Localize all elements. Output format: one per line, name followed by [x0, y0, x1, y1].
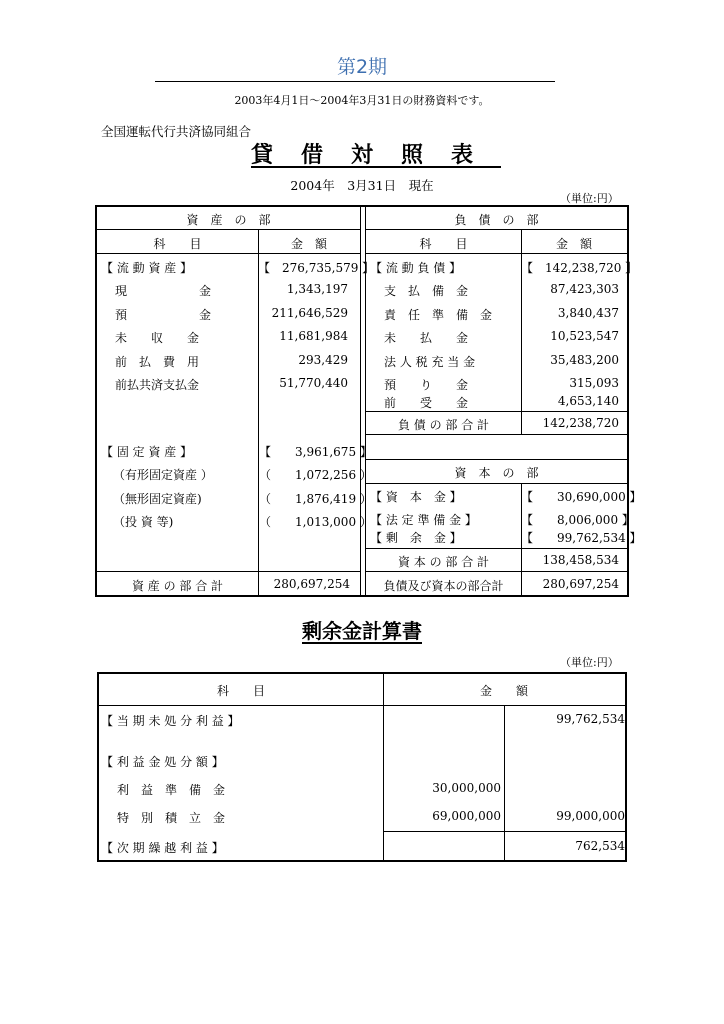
current-liabilities-total: 【 142,238,720 】: [521, 261, 638, 275]
liability-item-amount: 4,653,140: [557, 394, 619, 408]
asset-item-amount: 11,681,984: [279, 329, 348, 343]
balance-sheet-title: [0, 138, 724, 169]
liability-item-label: 法 人 税 充 当 金: [384, 355, 476, 369]
surplus-amount-divider: [504, 706, 505, 860]
surplus-row-amount-right: 99,762,534: [556, 712, 625, 726]
equity-header-bottom-rule: [366, 483, 627, 484]
equity-item-amount: 【 99,762,534 】: [521, 531, 642, 545]
title-rule: [155, 81, 555, 82]
current-assets-label: 【 流 動 資 産 】: [101, 261, 193, 275]
fixed-asset-item-label: （無形固定資産): [113, 492, 202, 506]
surplus-row-amount-right: 762,534: [575, 839, 625, 853]
surplus-statement-unit: （単位:円）: [560, 656, 619, 669]
liability-item-amount: 315,093: [569, 376, 619, 390]
balance-sheet-date: 2004年 3月31日 現在: [290, 178, 434, 193]
assets-total-label: 資 産 の 部 合 計: [131, 579, 224, 593]
grand-total-amount: 280,697,254: [542, 577, 619, 591]
equity-item-label: 【 資 本 金 】: [370, 490, 462, 504]
organization-name: 全国運転代行共済協同組合: [101, 124, 252, 139]
liabilities-amount-header: 金 額: [555, 237, 592, 251]
equity-item-label: 【 法 定 準 備 金 】: [370, 513, 477, 527]
liability-item-label: 支 払 備 金: [384, 284, 469, 298]
equity-total-rule: [366, 548, 627, 549]
fixed-asset-item-label: （有形固定資産 ）: [113, 468, 213, 482]
surplus-row-label: 特 別 積 立 金: [117, 811, 226, 825]
fixed-asset-item-amount: （ 1,876,419 ）: [259, 492, 372, 506]
liability-item-amount: 3,840,437: [557, 306, 619, 320]
liability-item-label: 預 り 金: [384, 378, 469, 392]
fixed-assets-total: 【 3,961,675 】: [259, 445, 372, 459]
liabilities-total-top-rule: [366, 411, 627, 412]
liability-item-amount: 10,523,547: [550, 329, 619, 343]
asset-item-amount: 211,646,529: [271, 306, 348, 320]
surplus-statement-title: [0, 615, 724, 644]
assets-total-amount: 280,697,254: [273, 577, 350, 591]
surplus-row-label: 【 利 益 金 処 分 額 】: [101, 755, 224, 769]
balance-sheet-unit: （単位:円）: [560, 192, 619, 205]
surplus-amount-header: 金 額: [479, 684, 528, 698]
liability-item-amount: 87,423,303: [550, 282, 619, 296]
fixed-asset-item-amount: （ 1,072,256 ）: [259, 468, 372, 482]
current-assets-total: 【 276,735,579 】: [258, 261, 375, 275]
liabilities-header-rule: [366, 229, 627, 230]
period-subtitle: 2003年4月1日～2004年3月31日の財務資料です。: [234, 94, 490, 107]
asset-item-label: 前 払 費 用: [115, 355, 200, 369]
balance-sheet-table: [95, 205, 642, 597]
surplus-row-amount-left: 69,000,000: [432, 809, 501, 823]
liabilities-total-amount: 142,238,720: [542, 416, 619, 430]
liabilities-side: [365, 207, 642, 595]
surplus-row-label: 利 益 準 備 金: [117, 783, 226, 797]
liabilities-total-label: 負 債 の 部 合 計: [397, 418, 490, 432]
liabilities-item-header: 科 目: [419, 237, 468, 251]
assets-section-header: 資 産 の 部: [186, 213, 271, 227]
equity-header-top-rule: [366, 459, 627, 460]
grand-total-label: 負債及び資本の部合計: [383, 579, 504, 593]
liability-item-label: 責 任 準 備 金: [384, 308, 493, 322]
fixed-assets-label: 【 固 定 資 産 】: [101, 445, 193, 459]
assets-colhead-rule: [97, 253, 360, 254]
grand-total-rule: [366, 571, 627, 572]
equity-section-header: 資 本 の 部: [454, 466, 539, 480]
liabilities-colhead-rule: [366, 253, 627, 254]
liabilities-total-bottom-rule: [366, 434, 627, 435]
fixed-asset-item-amount: （ 1,013,000 ）: [259, 515, 372, 529]
asset-item-amount: 1,343,197: [286, 282, 348, 296]
assets-item-header: 科 目: [153, 237, 202, 251]
surplus-statement-title-text: 剰余金計算書: [302, 619, 422, 643]
surplus-row-label: 【 当 期 未 処 分 利 益 】: [101, 714, 240, 728]
surplus-statement-table: [97, 672, 627, 862]
surplus-item-header: 科 目: [216, 684, 265, 698]
liabilities-section-header: 負 債 の 部: [454, 213, 539, 227]
surplus-row-amount-left: 30,000,000: [432, 781, 501, 795]
liability-item-amount: 35,483,200: [550, 353, 619, 367]
surplus-header-rule: [99, 705, 625, 706]
fixed-asset-item-label: （投 資 等): [113, 515, 174, 529]
equity-item-amount: 【 8,006,000 】: [521, 513, 634, 527]
equity-item-label: 【 剰 余 金 】: [370, 531, 462, 545]
surplus-row-label: 【 次 期 繰 越 利 益 】: [101, 841, 224, 855]
equity-total-label: 資 本 の 部 合 計: [397, 555, 490, 569]
assets-amount-header: 金 額: [290, 237, 327, 251]
current-liabilities-label: 【 流 動 負 債 】: [370, 261, 462, 275]
surplus-subtotal-rule: [383, 831, 625, 832]
assets-total-rule: [97, 571, 360, 572]
assets-side: [97, 207, 375, 595]
period-title: 第2期: [336, 56, 388, 78]
equity-item-amount: 【 30,690,000 】: [521, 490, 642, 504]
surplus-row-amount-right: 99,000,000: [556, 809, 625, 823]
asset-item-amount: 293,429: [298, 353, 348, 367]
surplus-item-divider: [383, 674, 384, 860]
asset-item-amount: 51,770,440: [279, 376, 348, 390]
asset-item-label: 前払共済支払金: [115, 378, 200, 392]
liability-item-label: 未 払 金: [384, 331, 469, 345]
asset-item-label: 未 収 金: [115, 331, 200, 345]
balance-sheet-title-text: 貸借対照表: [250, 142, 501, 168]
equity-total-amount: 138,458,534: [542, 553, 619, 567]
asset-item-label: 預 金: [115, 308, 212, 322]
asset-item-label: 現 金: [115, 284, 212, 298]
liability-item-label: 前 受 金: [384, 396, 469, 410]
assets-header-rule: [97, 229, 360, 230]
